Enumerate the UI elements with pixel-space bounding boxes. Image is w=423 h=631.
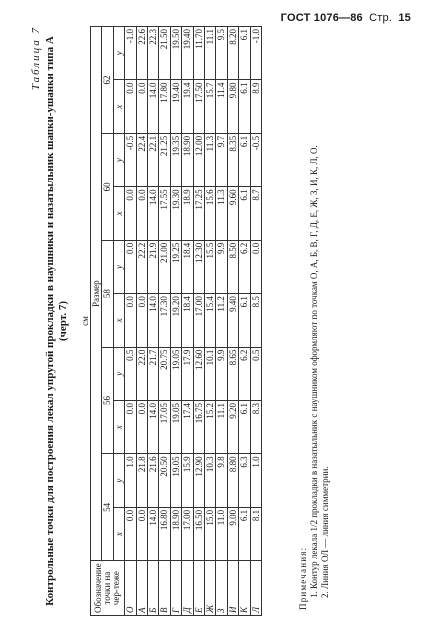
value-cell: 19.35	[170, 133, 181, 186]
value-cell: -0.5	[125, 133, 136, 186]
value-cell: 9.60	[227, 187, 238, 240]
value-cell: 6.2	[239, 347, 250, 400]
value-cell: 22.1	[148, 133, 159, 186]
value-cell: 21.50	[159, 27, 170, 80]
value-cell: 21.25	[159, 133, 170, 186]
value-cell: 6.2	[239, 240, 250, 293]
point-cell: Е	[193, 561, 204, 616]
table-title	[44, 26, 70, 616]
point-cell: А	[136, 561, 147, 616]
value-cell: 0.0	[136, 187, 147, 240]
value-cell: 15.2	[205, 401, 216, 454]
value-cell: 11.2	[216, 294, 227, 347]
value-cell: 8.1	[250, 507, 261, 560]
value-cell: 17.30	[159, 294, 170, 347]
page-number: 15	[398, 12, 411, 24]
value-cell: 6.1	[239, 507, 250, 560]
x-header: x	[113, 401, 124, 454]
value-cell: 17.00	[193, 294, 204, 347]
size-62-header: 62	[102, 27, 113, 134]
value-cell: 10.3	[205, 454, 216, 507]
value-cell: 9.80	[227, 80, 238, 133]
value-cell: 15.0	[205, 507, 216, 560]
point-cell: Л	[250, 561, 261, 616]
x-header: x	[113, 507, 124, 560]
value-cell: 14.0	[148, 507, 159, 560]
y-header: y	[113, 240, 124, 293]
value-cell: 11.0	[216, 507, 227, 560]
point-cell: Д	[182, 561, 193, 616]
value-cell: 0.5	[125, 347, 136, 400]
value-cell: 9.5	[216, 27, 227, 80]
value-cell: 14.0	[148, 80, 159, 133]
value-cell: 9.8	[216, 454, 227, 507]
value-cell: 0.0	[136, 507, 147, 560]
value-cell: 11.3	[216, 187, 227, 240]
value-cell: 1.0	[125, 454, 136, 507]
value-cell: 21.9	[148, 240, 159, 293]
value-cell: 14.0	[148, 401, 159, 454]
value-cell: 17.00	[182, 507, 193, 560]
value-cell: 8.65	[227, 347, 238, 400]
value-cell: 21.6	[148, 454, 159, 507]
point-column-header: Обозначение точки на чер-теже	[91, 561, 125, 616]
value-cell: 16.75	[193, 401, 204, 454]
point-cell: Г	[170, 561, 181, 616]
y-header: y	[113, 454, 124, 507]
value-cell: 8.5	[250, 294, 261, 347]
note-1: 1. Контур лекала 1/2 прокладки в назатыльник с наушником оформляют по точкам О, А, Б, В, Г, Д, Е, Ж, З, И, К, Л, О.	[309, 145, 319, 598]
value-cell: 17.25	[193, 187, 204, 240]
y-header: y	[113, 347, 124, 400]
value-cell: 19.30	[170, 187, 181, 240]
point-cell: В	[159, 561, 170, 616]
value-cell: 0.0	[125, 401, 136, 454]
notes-title: Примечания:	[298, 546, 308, 610]
value-cell: 9.9	[216, 347, 227, 400]
size-header: Размер	[91, 27, 102, 561]
coordinates-table	[90, 26, 262, 616]
size-54-header: 54	[102, 454, 113, 561]
value-cell: 12.90	[193, 454, 204, 507]
value-cell: -1.0	[250, 27, 261, 80]
value-cell: 15.7	[205, 80, 216, 133]
value-cell: 0.0	[125, 507, 136, 560]
table-row	[205, 27, 216, 616]
value-cell: 8.7	[250, 187, 261, 240]
x-header: x	[113, 187, 124, 240]
value-cell: 6.3	[239, 454, 250, 507]
size-58-header: 58	[102, 240, 113, 347]
table-label: Таблица 7	[30, 26, 42, 91]
value-cell: 15.5	[205, 240, 216, 293]
value-cell: 9.20	[227, 401, 238, 454]
value-cell: 20.50	[159, 454, 170, 507]
point-cell: Б	[148, 561, 159, 616]
value-cell: 9.40	[227, 294, 238, 347]
value-cell: 22.6	[136, 27, 147, 80]
point-cell: И	[227, 561, 238, 616]
table-row	[148, 27, 159, 616]
value-cell: 21.8	[136, 454, 147, 507]
value-cell: 18.90	[170, 507, 181, 560]
value-cell: -1.0	[125, 27, 136, 80]
value-cell: 17.9	[182, 347, 193, 400]
value-cell: 16.50	[193, 507, 204, 560]
table-row	[159, 27, 170, 616]
title-line-2: (черт. 7)	[57, 301, 69, 341]
value-cell: 0.0	[136, 80, 147, 133]
value-cell: 12.30	[193, 240, 204, 293]
table-row	[136, 27, 147, 616]
y-header: y	[113, 133, 124, 186]
page-header	[281, 12, 411, 24]
notes	[298, 26, 331, 610]
x-header: x	[113, 80, 124, 133]
value-cell: 8.80	[227, 454, 238, 507]
value-cell: 19.05	[170, 454, 181, 507]
page-label: Стр.	[369, 12, 393, 24]
point-cell: К	[239, 561, 250, 616]
value-cell: 19.40	[170, 80, 181, 133]
table-row	[193, 27, 204, 616]
value-cell: 14.0	[148, 187, 159, 240]
value-cell: 0.5	[250, 347, 261, 400]
value-cell: 19.05	[170, 347, 181, 400]
unit-label: см	[80, 316, 90, 326]
value-cell: 17.4	[182, 401, 193, 454]
value-cell: 9.00	[227, 507, 238, 560]
value-cell: 21.7	[148, 347, 159, 400]
table-row	[170, 27, 181, 616]
value-cell: 1.0	[250, 454, 261, 507]
table-row	[227, 27, 238, 616]
value-cell: 12.60	[193, 347, 204, 400]
value-cell: 17.55	[159, 187, 170, 240]
value-cell: 8.9	[250, 80, 261, 133]
value-cell: 14.0	[148, 294, 159, 347]
value-cell: 18.4	[182, 294, 193, 347]
value-cell: 11.70	[193, 27, 204, 80]
value-cell: 18.4	[182, 240, 193, 293]
table-row	[125, 27, 136, 616]
value-cell: 0.0	[125, 240, 136, 293]
value-cell: 8.3	[250, 401, 261, 454]
x-header: x	[113, 294, 124, 347]
value-cell: -0.5	[250, 133, 261, 186]
value-cell: 21.00	[159, 240, 170, 293]
value-cell: 19.25	[170, 240, 181, 293]
value-cell: 22.0	[136, 347, 147, 400]
point-cell: З	[216, 561, 227, 616]
point-cell: Ж	[205, 561, 216, 616]
value-cell: 11.4	[216, 80, 227, 133]
value-cell: 12.00	[193, 133, 204, 186]
value-cell: 17.05	[159, 401, 170, 454]
table-row	[250, 27, 261, 616]
value-cell: 15.4	[205, 294, 216, 347]
value-cell: 10.1	[205, 347, 216, 400]
value-cell: 0.0	[125, 187, 136, 240]
value-cell: 6.1	[239, 187, 250, 240]
table-row	[239, 27, 250, 616]
table-row	[182, 27, 193, 616]
value-cell: 0.0	[136, 294, 147, 347]
value-cell: 6.1	[239, 27, 250, 80]
value-cell: 16.80	[159, 507, 170, 560]
value-cell: 0.0	[136, 401, 147, 454]
point-cell: О	[125, 561, 136, 616]
standard-code: ГОСТ 1076—86	[280, 12, 363, 24]
value-cell: 11.1	[205, 27, 216, 80]
value-cell: 6.1	[239, 80, 250, 133]
value-cell: 0.0	[125, 294, 136, 347]
value-cell: 20.75	[159, 347, 170, 400]
value-cell: 19.05	[170, 401, 181, 454]
y-header: y	[113, 27, 124, 80]
value-cell: 19.4	[182, 80, 193, 133]
value-cell: 9.9	[216, 240, 227, 293]
value-cell: 8.35	[227, 133, 238, 186]
size-60-header: 60	[102, 133, 113, 240]
value-cell: 8.50	[227, 240, 238, 293]
value-cell: 6.1	[239, 401, 250, 454]
table-row	[216, 27, 227, 616]
value-cell: 11.1	[216, 401, 227, 454]
value-cell: 8.20	[227, 27, 238, 80]
value-cell: 0.0	[125, 80, 136, 133]
title-line-1: Контрольные точки для построения лекал упругой прокладки в наушники и назатыльник шапки-ушанки типа А	[44, 36, 56, 606]
note-2: 2. Линия ОЛ — линия симметрии.	[320, 466, 330, 598]
value-cell: 22.2	[136, 240, 147, 293]
value-cell: 18.90	[182, 133, 193, 186]
table-body	[125, 27, 262, 616]
value-cell: 22.3	[148, 27, 159, 80]
value-cell: 6.1	[239, 133, 250, 186]
value-cell: 18.9	[182, 187, 193, 240]
value-cell: 6.1	[239, 294, 250, 347]
value-cell: 19.40	[182, 27, 193, 80]
value-cell: 9.7	[216, 133, 227, 186]
value-cell: 22.4	[136, 133, 147, 186]
value-cell: 19.20	[170, 294, 181, 347]
value-cell: 15.9	[182, 454, 193, 507]
value-cell: 17.50	[193, 80, 204, 133]
value-cell: 19.50	[170, 27, 181, 80]
value-cell: 11.3	[205, 133, 216, 186]
value-cell: 0.0	[250, 240, 261, 293]
value-cell: 17.80	[159, 80, 170, 133]
size-56-header: 56	[102, 347, 113, 454]
value-cell: 15.6	[205, 187, 216, 240]
rotated-content	[30, 26, 410, 616]
